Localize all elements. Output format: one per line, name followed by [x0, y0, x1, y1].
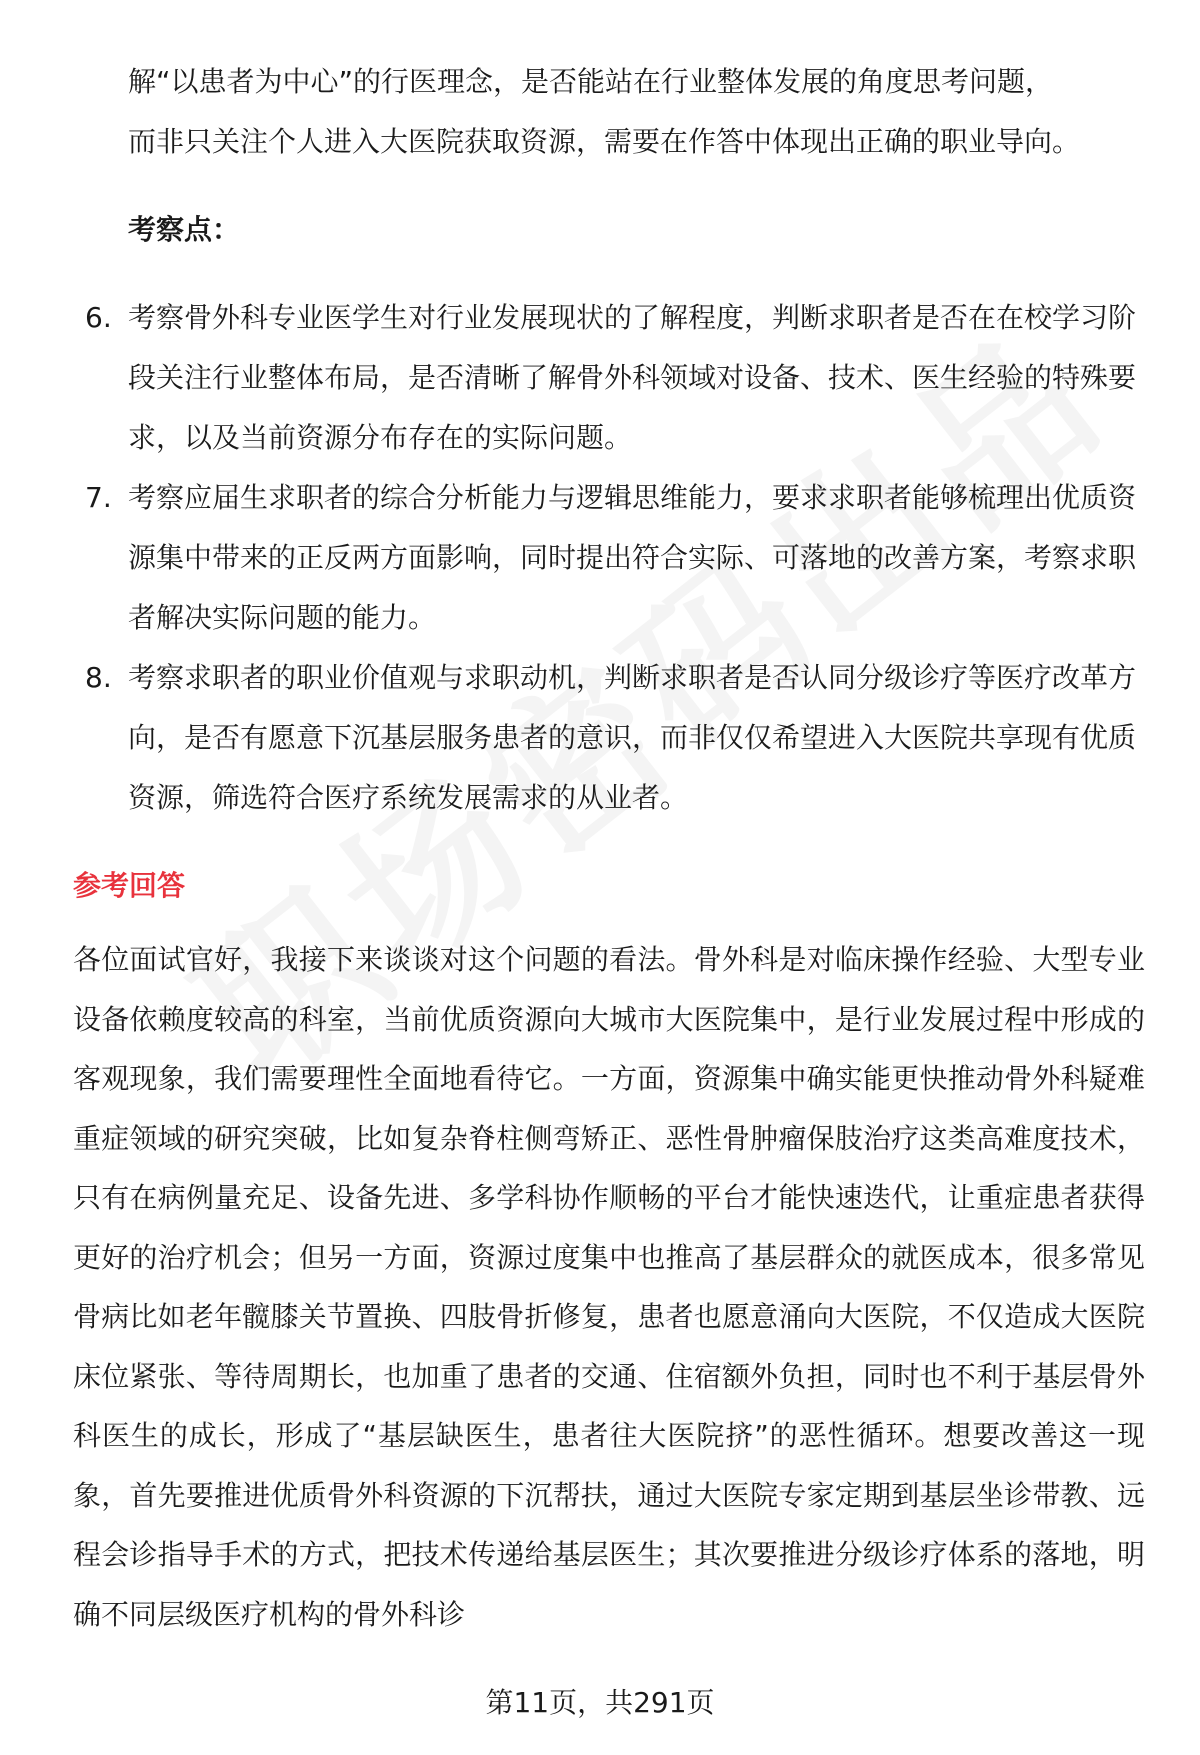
intro-paragraph	[73, 52, 1145, 172]
list-item-number: 6.	[85, 301, 112, 334]
list-item	[73, 288, 1145, 468]
kaochadian-heading: 考察点：	[128, 213, 241, 246]
list-item-number: 8.	[85, 661, 112, 694]
list-item-text: 考察骨外科专业医学生对行业发展现状的了解程度，判断求职者是否在在校学习阶段关注行业整体布局，是否清晰了解骨外科领域对设备、技术、医生经验的特殊要求，以及当前资源分布存在的实际问题。	[128, 301, 1137, 454]
list-item-text: 考察求职者的职业价值观与求职动机，判断求职者是否认同分级诊疗等医疗改革方向，是否有愿意下沉基层服务患者的意识，而非仅仅希望进入大医院共享现有优质资源，筛选符合医疗系统发展需求的从业者。	[128, 661, 1137, 814]
kaochadian-list	[73, 288, 1145, 828]
reference-answer-heading: 参考回答	[73, 869, 186, 902]
reference-answer-text: 各位面试官好，我接下来谈谈对这个问题的看法。骨外科是对临床操作经验、大型专业设备依赖度较高的科室，当前优质资源向大城市大医院集中，是行业发展过程中形成的客观现象，我们需要理性全面地看待它。一方面，资源集中确实能更快推动骨外科疑难重症领域的研究突破，比如复杂脊柱侧弯矫正、恶性骨肿瘤保肢治疗这类高难度技术，只有在病例量充足、设备先进、多学科协作顺畅的平台才能快速迭代，让重症患者获得更好的治疗机会；但另一方面，资源过度集中也推高了基层群众的就医成本，很多常见骨病比如老年髋膝关节置换、四肢骨折修复，患者也愿意涌向大医院，不仅造成大医院床位紧张、等待周期长，也加重了患者的交通、住宿额外负担，同时也不利于基层骨外科医生的成长，形成了“基层缺医生，患者往大医院挤”的恶性循环。想要改善这一现象，首先要推进优质骨外科资源的下沉帮扶，通过大医院专家定期到基层坐诊带教、远程会诊指导手术的方式，把技术传递给基层医生；其次要推进分级诊疗体系的落地，明确不同层级医疗机构的骨外科诊	[73, 943, 1145, 1631]
list-item-text: 考察应届生求职者的综合分析能力与逻辑思维能力，要求求职者能够梳理出优质资源集中带来的正反两方面影响，同时提出符合实际、可落地的改善方案，考察求职者解决实际问题的能力。	[128, 481, 1137, 634]
list-item	[73, 648, 1145, 828]
list-item	[73, 468, 1145, 648]
page-content	[73, 52, 1145, 1644]
intro-line: 而非只关注个人进入大医院获取资源，需要在作答中体现出正确的职业导向。	[128, 125, 1081, 158]
list-item-number: 7.	[85, 481, 112, 514]
intro-line: 解“以患者为中心”的行医理念，是否能站在行业整体发展的角度思考问题，	[128, 65, 1054, 98]
page-number: 第11页，共291页	[485, 1686, 715, 1719]
